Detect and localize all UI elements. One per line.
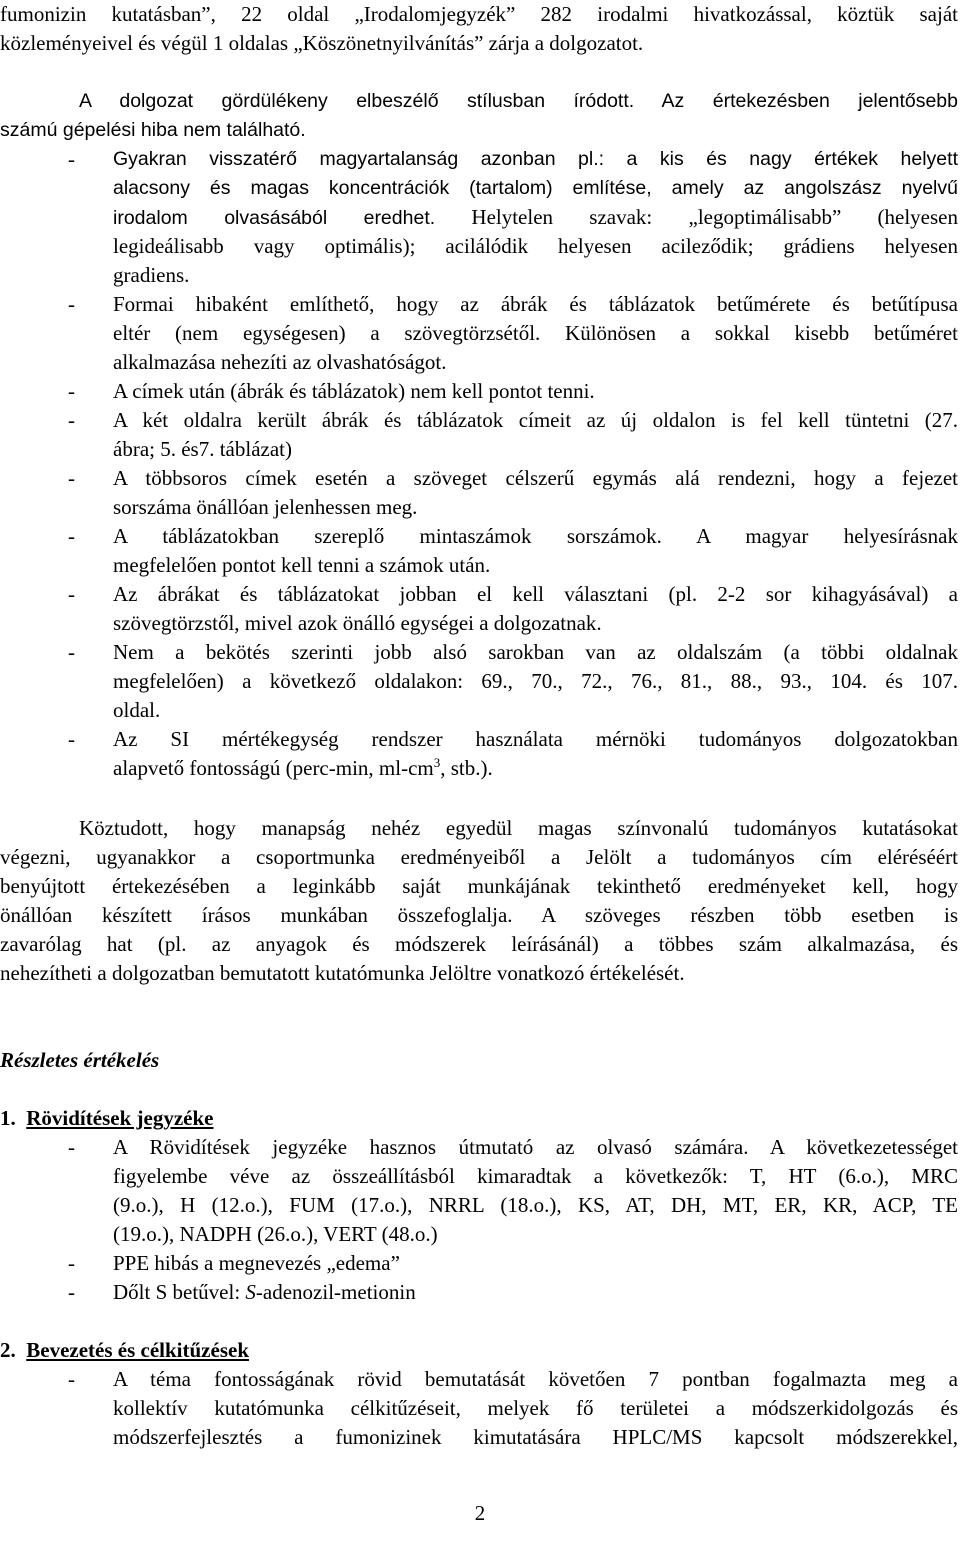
- bullet-dash: -: [68, 466, 75, 490]
- bullet-dash: -: [68, 640, 75, 664]
- bullet-line: eltér (nem egységesen) a szövegtörzsétől. Különösen a sokkal kisebb betűméret: [113, 321, 958, 345]
- bullet-line-part: alapvető fontosságú (perc-min, ml-cm: [113, 756, 434, 780]
- bullet-line-part: , stb.).: [440, 756, 493, 780]
- subsection-number: 2.: [0, 1338, 16, 1362]
- bullet-dash: -: [68, 1280, 75, 1304]
- bullet-dash: -: [68, 379, 75, 403]
- subsection-title: [0, 1336, 958, 1365]
- bullet-line: kollektív kutatómunka célkitűzéseit, melyek fő területei a módszerkidolgozás és: [113, 1396, 958, 1420]
- bullet-line-part: Helytelen szavak: „legoptimálisabb” (helyesen: [471, 205, 958, 229]
- bullet-line: alkalmazása nehezíti az olvashatóságot.: [113, 350, 447, 374]
- bullet-line: legideálisabb vagy optimális); acilálódik helyesen acileződik; grádiens helyesen: [113, 234, 958, 258]
- bullet-line: PPE hibás a megnevezés „edema”: [113, 1251, 400, 1275]
- bullet-line: (19.o.), NADPH (26.o.), VERT (48.o.): [113, 1222, 438, 1246]
- bullet-line: A Rövidítések jegyzéke hasznos útmutató az olvasó számára. A következetességet: [113, 1135, 958, 1159]
- bullet-line: Gyakran visszatérő magyartalanság azonban pl.: a kis és nagy értékek helyett: [113, 148, 958, 170]
- bullet-line: [113, 203, 958, 232]
- bullet-dash: -: [68, 292, 75, 316]
- paragraph-line: közleményeivel és végül 1 oldalas „Köszönetnyilvánítás” zárja a dolgozatot.: [0, 31, 644, 55]
- subsection-number: 1.: [0, 1106, 16, 1130]
- bullet-dash: -: [68, 582, 75, 606]
- bullet-line: A többsoros címek esetén a szöveget célszerű egymás alá rendezni, hogy a fejezet: [113, 466, 958, 490]
- bullet-line-part: irodalom olvasásából eredhet.: [113, 207, 436, 229]
- bullet-dash: -: [68, 524, 75, 548]
- bullet-line: módszerfejlesztés a fumonizinek kimutatására HPLC/MS kapcsolt módszerekkel,: [113, 1425, 958, 1449]
- paragraph-line: Köztudott, hogy manapság nehéz egyedül magas színvonalú tudományos kutatásokat: [79, 816, 958, 840]
- subsection-title: [0, 1104, 958, 1133]
- subsection-title-text: Bevezetés és célkitűzések: [26, 1338, 249, 1362]
- bullet-line: Nem a bekötés szerinti jobb alsó sarokban van az oldalszám (a többi oldalnak: [113, 640, 958, 664]
- paragraph-line: önállóan készített írásos munkában összefoglalja. A szöveges részben több esetben is: [0, 903, 958, 927]
- bullet-dash: -: [68, 147, 75, 171]
- paragraph-line: fumonizin kutatásban”, 22 oldal „Irodalomjegyzék” 282 irodalmi hivatkozással, köztük saját: [0, 2, 958, 26]
- superscript: 3: [433, 755, 441, 770]
- bullet-dash: -: [68, 408, 75, 432]
- subsection-title-text: Rövidítések jegyzéke: [26, 1106, 214, 1130]
- bullet-dash: -: [68, 1135, 75, 1159]
- bullet-line: Az ábrákat és táblázatokat jobban el kell választani (pl. 2-2 sor kihagyásával) a: [113, 582, 958, 606]
- bullet-line: megfelelően) a következő oldalakon: 69., 70., 72., 76., 81., 88., 93., 104. és 107.: [113, 669, 958, 693]
- bullet-line: szövegtörzstől, mivel azok önálló egységei a dolgozatnak.: [113, 611, 602, 635]
- bullet-line: A két oldalra került ábrák és táblázatok címeit az új oldalon is fel kell tüntetni (27.: [113, 408, 958, 432]
- paragraph-line: zavarólag hat (pl. az anyagok és módszerek leírásánál) a többes szám alkalmazása, és: [0, 932, 958, 956]
- bullet-line: [113, 754, 958, 783]
- bullet-line: Formai hibaként említhető, hogy az ábrák és táblázatok betűmérete és betűtípusa: [113, 292, 958, 316]
- bullet-line: ábra; 5. és7. táblázat): [113, 437, 292, 461]
- bullet-line-part: -adenozil-metionin: [255, 1280, 416, 1304]
- bullet-dash: -: [68, 1367, 75, 1391]
- bullet-line: A táblázatokban szereplő mintaszámok sorszámok. A magyar helyesírásnak: [113, 524, 958, 548]
- bullet-line-part: Dőlt S betűvel:: [113, 1280, 246, 1304]
- bullet-line: Az SI mértékegység rendszer használata mérnöki tudományos dolgozatokban: [113, 727, 958, 751]
- paragraph-line: A dolgozat gördülékeny elbeszélő stílusban íródott. Az értekezésben jelentősebb: [79, 90, 958, 112]
- bullet-line: oldal.: [113, 698, 161, 722]
- bullet-line: [113, 1278, 958, 1307]
- paragraph-line: benyújtott értekezésében a leginkább saját munkájának tekinthető eredményeket kell, hogy: [0, 874, 958, 898]
- bullet-line: A téma fontosságának rövid bemutatását követően 7 pontban fogalmazta meg a: [113, 1367, 958, 1391]
- italic-letter: S: [245, 1280, 256, 1304]
- page-number: 2: [474, 1501, 486, 1525]
- bullet-line: alacsony és magas koncentrációk (tartalom) említése, amely az angolszász nyelvű: [113, 177, 958, 199]
- bullet-line: (9.o.), H (12.o.), FUM (17.o.), NRRL (18.o.), KS, AT, DH, MT, ER, KR, ACP, TE: [113, 1193, 958, 1217]
- bullet-line: megfelelően pontot kell tenni a számok után.: [113, 553, 491, 577]
- paragraph-line: nehezítheti a dolgozatban bemutatott kutatómunka Jelöltre vonatkozó értékelését.: [0, 961, 685, 985]
- bullet-line: figyelembe véve az összeállításból kimaradtak a következők: T, HT (6.o.), MRC: [113, 1164, 958, 1188]
- bullet-line: A címek után (ábrák és táblázatok) nem kell pontot tenni.: [113, 379, 595, 403]
- paragraph-line: végezni, ugyanakkor a csoportmunka eredményeiből a Jelölt a tudományos cím eléréséért: [0, 845, 958, 869]
- section-heading: Részletes értékelés: [0, 1048, 160, 1072]
- bullet-line: gradiens.: [113, 263, 190, 287]
- bullet-line: sorszáma önállóan jelenhessen meg.: [113, 495, 418, 519]
- bullet-dash: -: [68, 727, 75, 751]
- paragraph-line: számú gépelési hiba nem található.: [0, 119, 306, 141]
- bullet-dash: -: [68, 1251, 75, 1275]
